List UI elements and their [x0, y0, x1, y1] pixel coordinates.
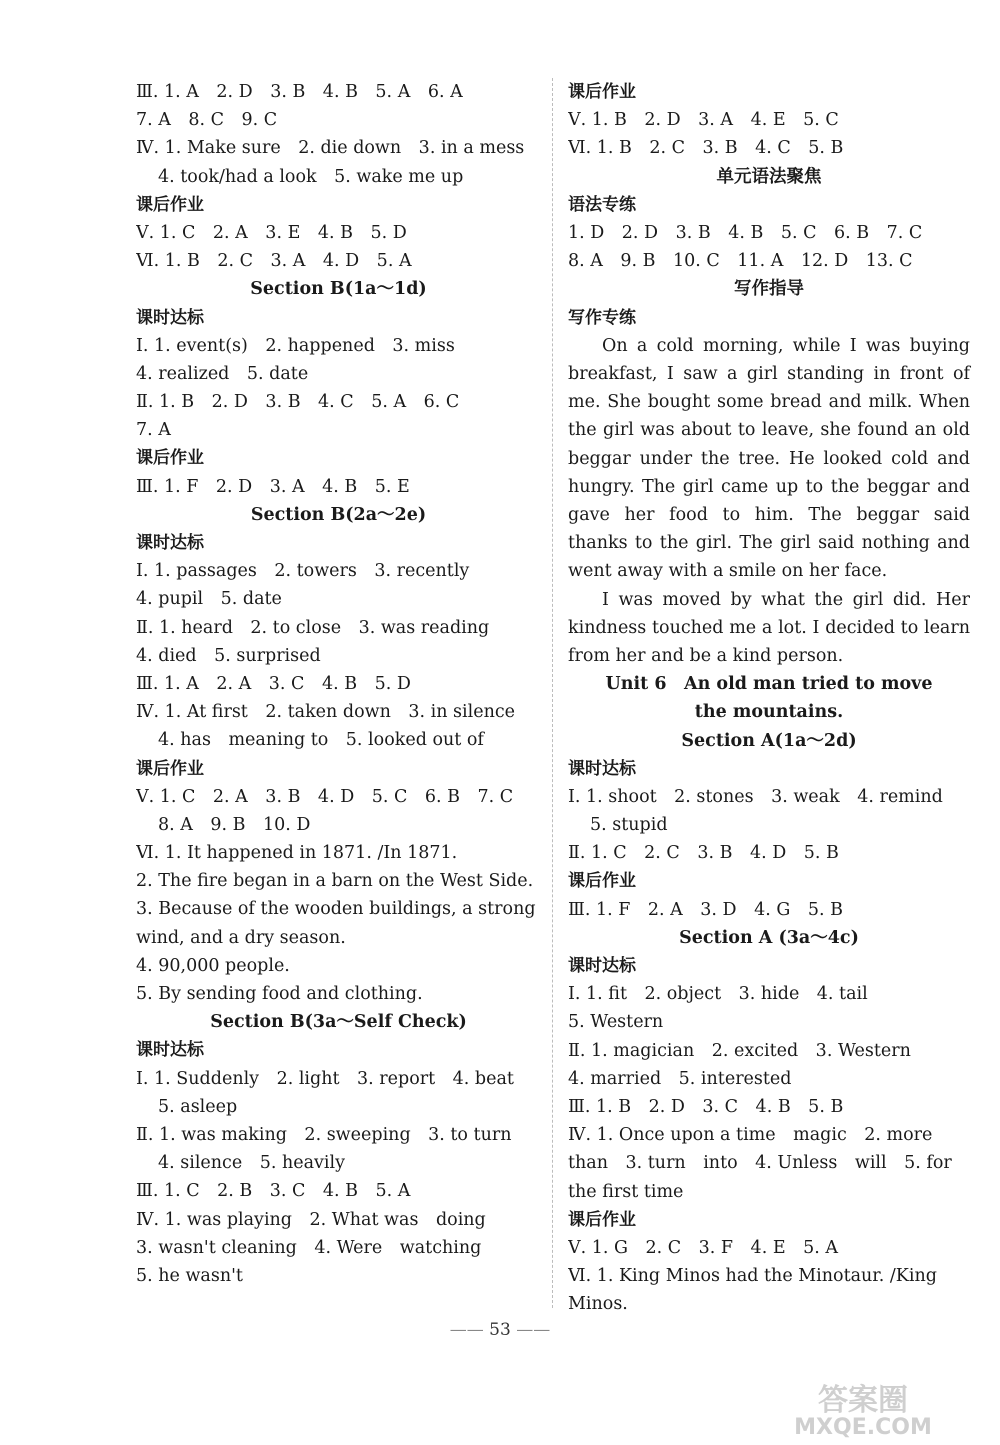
section-label: 语法专练	[568, 194, 636, 215]
essay-paragraph: On a cold morning, while I was buying breakfast, I saw a girl standing in front of me. She bought some bread and milk. When the girl was about to leave, she found an old beggar under the tree. He looked cold and hungry. The girl came up to the beggar and gave her food to him. The beggar said thanks to the girl. The girl said nothing and went away with a smile on her face.	[568, 335, 970, 582]
answer-line: Ⅵ. 1. It happened in 1871. /In 1871.	[136, 843, 458, 864]
answer-line: 4. silence 5. heavily	[158, 1153, 346, 1174]
section-heading: Unit 6 An old man tried to move	[605, 674, 933, 695]
answer-line: 4. realized 5. date	[136, 363, 309, 384]
section-heading: Section B(2a～2e)	[250, 504, 427, 525]
section-label: 课时达标	[136, 533, 204, 553]
left-column	[136, 78, 541, 1290]
section-label: 写作专练	[568, 307, 636, 328]
section-heading: Section A (3a～4c)	[679, 927, 859, 948]
answer-line: 3. Because of the wooden buildings, a strong	[136, 899, 536, 920]
answer-line: wind, and a dry season.	[136, 927, 346, 948]
answer-line: Ⅳ. 1. was playing 2. What was doing	[136, 1209, 486, 1230]
answer-line: 5. Western	[568, 1012, 664, 1033]
answer-line: Ⅴ. 1. B 2. D 3. A 4. E 5. C	[568, 110, 839, 131]
answer-line: 5. asleep	[158, 1096, 238, 1117]
answer-line: Ⅴ. 1. G 2. C 3. F 4. E 5. A	[568, 1237, 838, 1258]
section-heading: Section A(1a～2d)	[681, 730, 857, 751]
answer-line: than 3. turn into 4. Unless will 5. for	[568, 1153, 952, 1174]
answer-line: 8. A 9. B 10. D	[158, 814, 311, 835]
answer-line: Ⅲ. 1. B 2. D 3. C 4. B 5. B	[568, 1096, 844, 1117]
answer-line: 4. took/had a look 5. wake me up	[158, 166, 464, 187]
section-label: 课时达标	[568, 956, 636, 976]
answer-line: 7. A 8. C 9. C	[136, 110, 278, 131]
answer-line: Ⅱ. 1. was making 2. sweeping 3. to turn	[136, 1124, 512, 1145]
answer-line: Ⅳ. 1. Make sure 2. die down 3. in a mess	[136, 138, 525, 159]
section-label: 课时达标	[568, 758, 636, 779]
answer-line: Ⅴ. 1. C 2. A 3. E 4. B 5. D	[136, 222, 407, 243]
answer-line: Ⅳ. 1. Once upon a time magic 2. more	[568, 1125, 933, 1146]
answer-line: Ⅲ. 1. F 2. D 3. A 4. B 5. E	[136, 476, 410, 497]
section-heading: the mountains.	[694, 702, 844, 723]
section-label: 课后作业	[136, 448, 204, 469]
answer-line: Ⅰ. 1. Suddenly 2. light 3. report 4. beat	[136, 1068, 514, 1089]
page-number: —— 53 ——	[449, 1320, 551, 1340]
answer-line: Minos.	[568, 1294, 628, 1315]
section-heading: Section B(3a～Self Check)	[210, 1012, 467, 1033]
answer-line: Ⅰ. 1. fit 2. object 3. hide 4. tail	[568, 984, 868, 1005]
answer-line: Ⅵ. 1. B 2. C 3. B 4. C 5. B	[568, 138, 844, 159]
answer-line: Ⅲ. 1. C 2. B 3. C 4. B 5. A	[136, 1181, 411, 1202]
answer-line: Ⅱ. 1. heard 2. to close 3. was reading	[136, 617, 490, 638]
section-label: 课后作业	[568, 871, 636, 892]
answer-line: Ⅰ. 1. shoot 2. stones 3. weak 4. remind	[568, 786, 943, 807]
section-label: 课后作业	[568, 82, 636, 102]
section-label: 课后作业	[136, 758, 204, 779]
answer-line: 4. married 5. interested	[568, 1068, 792, 1089]
answer-line: 7. A	[136, 420, 171, 441]
answer-line: 4. pupil 5. date	[136, 589, 282, 610]
answer-line: Ⅴ. 1. C 2. A 3. B 4. D 5. C 6. B 7. C	[136, 786, 514, 807]
answer-line: 4. died 5. surprised	[136, 645, 321, 666]
right-bottom-block	[568, 670, 970, 1318]
answer-line: 5. By sending food and clothing.	[136, 984, 423, 1004]
section-heading: 单元语法聚焦	[716, 166, 822, 187]
answer-line: 1. D 2. D 3. B 4. B 5. C 6. B 7. C	[568, 222, 923, 243]
answer-line: Ⅳ. 1. At first 2. taken down 3. in silence	[136, 702, 516, 723]
column-divider	[552, 78, 553, 1308]
section-heading: Section B(1a～1d)	[250, 279, 427, 300]
answer-line: 5. stupid	[590, 815, 668, 836]
answer-line: Ⅲ. 1. A 2. D 3. B 4. B 5. A 6. A	[136, 82, 463, 102]
answer-line: Ⅲ. 1. A 2. A 3. C 4. B 5. D	[136, 673, 411, 694]
section-label: 课时达标	[136, 307, 204, 328]
section-label: 课后作业	[568, 1209, 636, 1230]
answer-line: 3. wasn't cleaning 4. Were watching	[136, 1237, 482, 1258]
section-label: 课后作业	[136, 194, 204, 215]
watermark-site-text: MXQE.COM	[794, 1415, 932, 1438]
answer-line: 8. A 9. B 10. C 11. A 12. D 13. C	[568, 251, 913, 272]
section-label: 课时达标	[136, 1040, 204, 1061]
answer-line: Ⅰ. 1. passages 2. towers 3. recently	[136, 561, 470, 582]
answer-line: Ⅰ. 1. event(s) 2. happened 3. miss	[136, 335, 455, 356]
answer-line: the first time	[568, 1181, 684, 1202]
page-number-value: 53	[489, 1320, 511, 1340]
answer-line: Ⅵ. 1. King Minos had the Minotaur. /King	[568, 1266, 937, 1287]
answer-line: 2. The fire began in a barn on the West Side.	[136, 871, 534, 892]
watermark-logo-text: 答案圈	[818, 1383, 908, 1418]
essay-paragraph: I was moved by what the girl did. Her kindness touched me a lot. I decided to learn from her and be a kind person.	[568, 589, 970, 666]
answer-line: 4. has meaning to 5. looked out of	[158, 730, 484, 751]
answer-line: Ⅲ. 1. F 2. A 3. D 4. G 5. B	[568, 899, 843, 920]
watermark-logo	[748, 1378, 978, 1438]
answer-line: Ⅱ. 1. C 2. C 3. B 4. D 5. B	[568, 843, 839, 864]
right-column	[568, 78, 970, 1318]
answer-line: Ⅱ. 1. B 2. D 3. B 4. C 5. A 6. C	[136, 392, 460, 413]
answer-line: Ⅱ. 1. magician 2. excited 3. Western	[568, 1040, 911, 1061]
answer-line: Ⅵ. 1. B 2. C 3. A 4. D 5. A	[136, 251, 412, 272]
writing-sample-essay	[568, 332, 970, 670]
answer-line: 5. he wasn't	[136, 1265, 243, 1286]
answer-line: 4. 90,000 people.	[136, 955, 290, 976]
right-top-block	[568, 78, 970, 332]
section-heading: 写作指导	[734, 279, 804, 300]
